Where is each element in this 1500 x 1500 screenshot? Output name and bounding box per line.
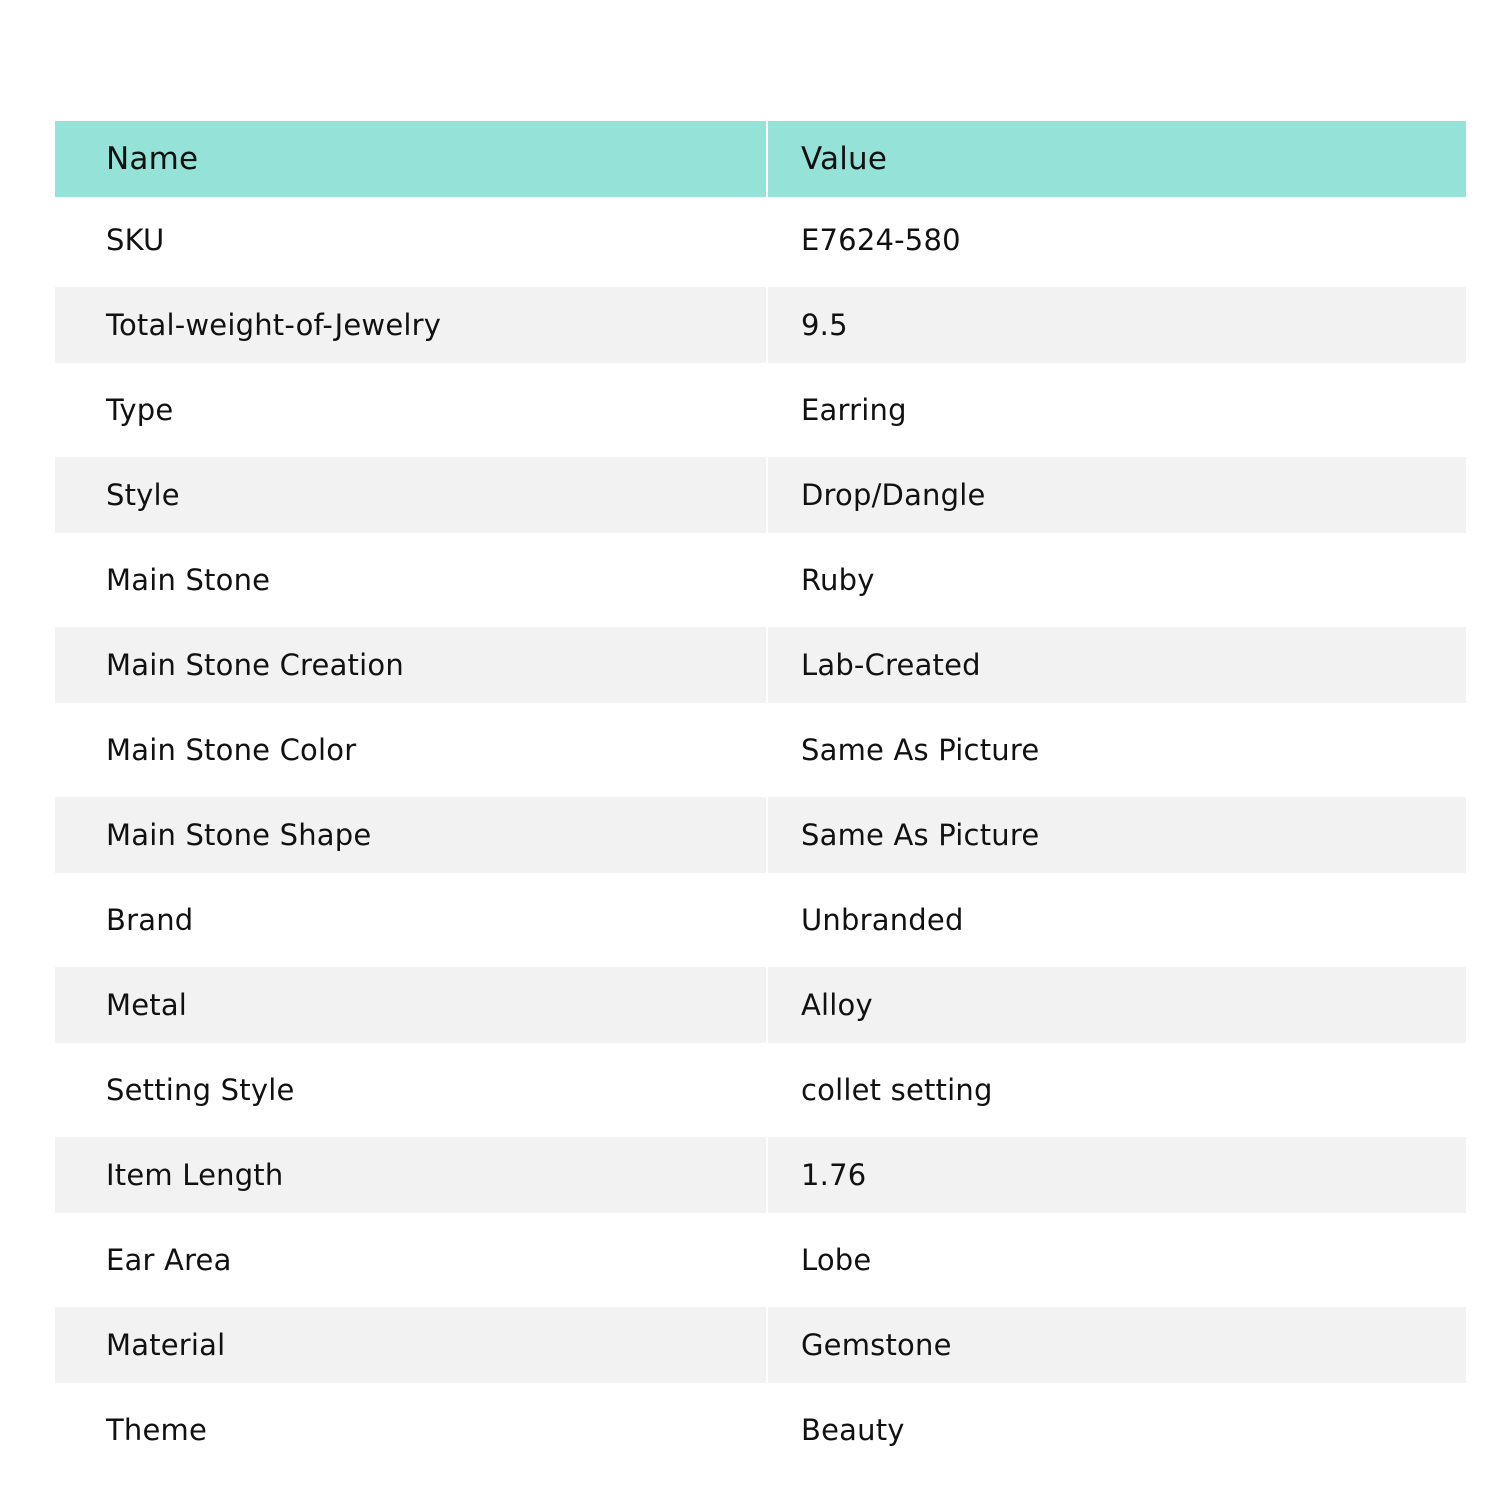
row-name-cell: Main Stone xyxy=(55,537,766,622)
table-row xyxy=(55,1307,1466,1383)
table-row xyxy=(55,287,1466,363)
row-value-cell: 1.76 xyxy=(768,1137,1466,1213)
row-name-cell: Total-weight-of-Jewelry xyxy=(55,287,766,363)
table-row xyxy=(55,877,1466,962)
row-value-cell: Alloy xyxy=(768,967,1466,1043)
table-row xyxy=(55,707,1466,792)
row-name-cell: Setting Style xyxy=(55,1047,766,1132)
row-value-cell: Unbranded xyxy=(768,877,1466,962)
column-header-name: Name xyxy=(55,121,766,197)
row-name-cell: Style xyxy=(55,457,766,533)
row-value-cell: Drop/Dangle xyxy=(768,457,1466,533)
row-name-cell: Brand xyxy=(55,877,766,962)
table-row xyxy=(55,967,1466,1043)
table-row xyxy=(55,1387,1466,1472)
spec-table xyxy=(55,121,1466,1472)
table-header-row xyxy=(55,121,1466,197)
table-row xyxy=(55,1217,1466,1302)
column-header-value: Value xyxy=(768,121,1466,197)
table-row xyxy=(55,367,1466,452)
row-value-cell: Gemstone xyxy=(768,1307,1466,1383)
row-name-cell: Material xyxy=(55,1307,766,1383)
row-name-cell: SKU xyxy=(55,197,766,282)
row-value-cell: Same As Picture xyxy=(768,707,1466,792)
row-value-cell: E7624-580 xyxy=(768,197,1466,282)
row-name-cell: Ear Area xyxy=(55,1217,766,1302)
row-value-cell: Beauty xyxy=(768,1387,1466,1472)
table-row xyxy=(55,537,1466,622)
table-row xyxy=(55,197,1466,282)
row-value-cell: Lobe xyxy=(768,1217,1466,1302)
row-name-cell: Main Stone Color xyxy=(55,707,766,792)
row-name-cell: Type xyxy=(55,367,766,452)
row-name-cell: Item Length xyxy=(55,1137,766,1213)
row-value-cell: Ruby xyxy=(768,537,1466,622)
row-value-cell: Lab-Created xyxy=(768,627,1466,703)
table-row xyxy=(55,1137,1466,1213)
table-row xyxy=(55,797,1466,873)
row-name-cell: Main Stone Creation xyxy=(55,627,766,703)
row-value-cell: collet setting xyxy=(768,1047,1466,1132)
row-value-cell: Earring xyxy=(768,367,1466,452)
row-name-cell: Metal xyxy=(55,967,766,1043)
row-name-cell: Main Stone Shape xyxy=(55,797,766,873)
row-name-cell: Theme xyxy=(55,1387,766,1472)
table-row xyxy=(55,457,1466,533)
row-value-cell: 9.5 xyxy=(768,287,1466,363)
row-value-cell: Same As Picture xyxy=(768,797,1466,873)
table-body xyxy=(55,197,1466,1472)
table-row xyxy=(55,1047,1466,1132)
table-row xyxy=(55,627,1466,703)
